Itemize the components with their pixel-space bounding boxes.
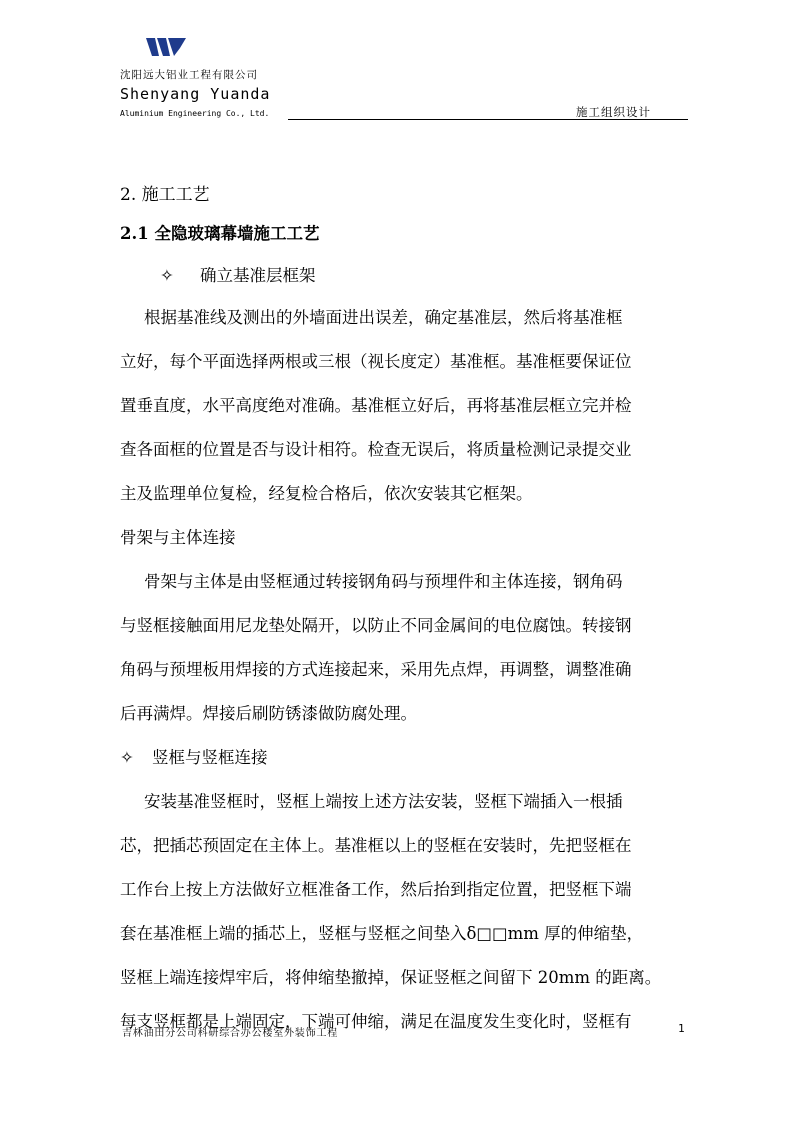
item-heading-3-text: 竖框与竖框连接 [152,748,268,767]
footer-project-name: 吉林油田分公司科研综合办公楼室外装饰工程 [122,1028,338,1039]
paragraph-line: 工作台上按上方法做好立框准备工作，然后抬到指定位置，把竖框下端 [120,880,632,899]
section-title: 2. 施工工艺 [120,185,210,205]
paragraph-line: 角码与预埋板用焊接的方式连接起来，采用先点焊，再调整，调整准确 [120,660,632,679]
item-heading-2: 骨架与主体连接 [120,528,236,547]
paragraph-line: 骨架与主体是由竖框通过转接钢角码与预埋件和主体连接，钢角码 [144,572,623,591]
item-heading-1 [160,262,316,286]
item-heading-3 [120,744,268,768]
paragraph-line: 根据基准线及测出的外墙面进出误差，确定基准层，然后将基准框 [144,308,623,327]
item-heading-1-text: 确立基准层框架 [200,266,316,285]
document-type: 施工组织设计 [576,105,651,119]
paragraph-line: 套在基准框上端的插芯上，竖框与竖框之间垫入δ□□mm 厚的伸缩垫， [120,924,644,943]
page-number: 1 [678,1022,685,1035]
header-rule [288,119,688,120]
diamond-bullet-icon: ✧ [160,266,174,285]
paragraph-line: 安装基准竖框时，竖框上端按上述方法安装，竖框下端插入一根插 [144,792,623,811]
company-name-en-sub: Aluminium Engineering Co., Ltd. [120,109,270,118]
paragraph-line: 竖框上端连接焊牢后，将伸缩垫撤掉，保证竖框之间留下 20mm 的距离。 [120,968,662,987]
paragraph-line: 置垂直度，水平高度绝对准确。基准框立好后，再将基准层框立完并检 [120,396,632,415]
paragraph-line: 立好，每个平面选择两根或三根（视长度定）基准框。基准框要保证位 [120,352,632,371]
paragraph-line: 查各面框的位置是否与设计相符。检查无误后，将质量检测记录提交业 [120,440,632,459]
yuanda-logo-icon [146,38,186,56]
subsection-title: 2.1 全隐玻璃幕墙施工工艺 [120,224,320,243]
paragraph-line: 与竖框接触面用尼龙垫处隔开，以防止不同金属间的电位腐蚀。转接钢 [120,616,632,635]
company-name-cn: 沈阳远大铝业工程有限公司 [120,69,258,81]
company-name-en: Shenyang Yuanda [120,85,271,103]
paragraph-line: 主及监理单位复检，经复检合格后，依次安装其它框架。 [120,484,533,503]
paragraph-line: 后再满焊。焊接后刷防锈漆做防腐处理。 [120,704,417,723]
paragraph-line: 每支竖框都是上端固定，下端可伸缩，满足在温度发生变化时，竖框有 [120,1012,632,1031]
diamond-bullet-icon: ✧ [120,748,134,767]
paragraph-line: 芯，把插芯预固定在主体上。基准框以上的竖框在安装时，先把竖框在 [120,836,632,855]
